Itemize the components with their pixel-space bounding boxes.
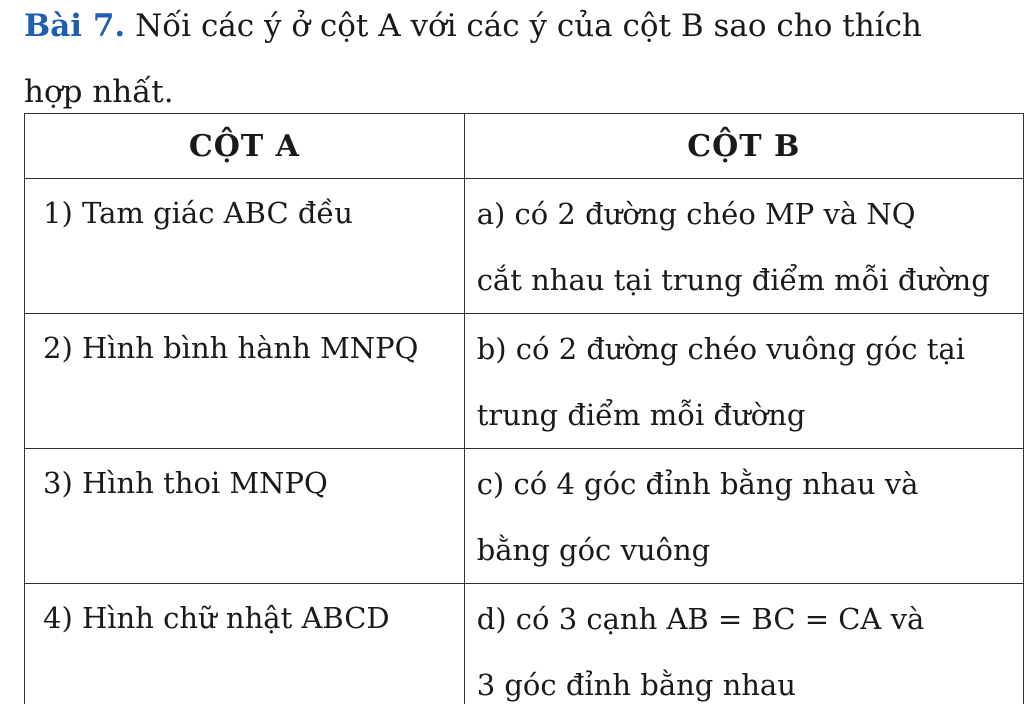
column-b-cell bbox=[464, 314, 1023, 449]
column-a-cell bbox=[25, 179, 465, 314]
table-row bbox=[25, 179, 1024, 314]
column-a-item-3: 3) Hình thoi MNPQ bbox=[43, 466, 328, 500]
column-b-cell bbox=[464, 449, 1023, 584]
exercise-instruction-line2: hợp nhất. bbox=[24, 74, 174, 110]
column-a-item-2: 2) Hình bình hành MNPQ bbox=[43, 331, 419, 365]
column-b-item-d-line1: d) có 3 cạnh AB = BC = CA và bbox=[476, 602, 925, 636]
table-row bbox=[25, 314, 1024, 449]
column-a-item-1: 1) Tam giác ABC đều bbox=[43, 196, 353, 230]
column-b-item-c-line2: bằng góc vuông bbox=[476, 533, 711, 567]
column-b-item-b-line1: b) có 2 đường chéo vuông góc tại bbox=[476, 332, 965, 366]
column-a-cell bbox=[25, 314, 465, 449]
column-a-item-4: 4) Hình chữ nhật ABCD bbox=[43, 601, 390, 635]
column-b-item-d-line2: 3 góc đỉnh bằng nhau bbox=[476, 668, 796, 702]
column-b-item-a-line2: cắt nhau tại trung điểm mỗi đường bbox=[476, 263, 990, 297]
exercise-label: Bài 7. bbox=[24, 8, 126, 44]
column-b-item-b-line2: trung điểm mỗi đường bbox=[476, 398, 806, 432]
column-a-header: CỘT A bbox=[25, 114, 465, 179]
column-b-cell bbox=[464, 584, 1023, 704]
column-b-cell bbox=[464, 179, 1023, 314]
matching-table bbox=[24, 113, 1024, 704]
column-a-cell bbox=[25, 584, 465, 704]
column-b-item-a-line1: a) có 2 đường chéo MP và NQ bbox=[476, 197, 916, 231]
column-b-item-c-line1: c) có 4 góc đỉnh bằng nhau và bbox=[476, 467, 919, 501]
table-row bbox=[25, 449, 1024, 584]
exercise-instruction-line1: Nối các ý ở cột A với các ý của cột B sao cho thích bbox=[125, 8, 922, 44]
exercise-title bbox=[24, 6, 922, 46]
column-a-cell bbox=[25, 449, 465, 584]
column-b-header: CỘT B bbox=[464, 114, 1023, 179]
table-row bbox=[25, 584, 1024, 704]
